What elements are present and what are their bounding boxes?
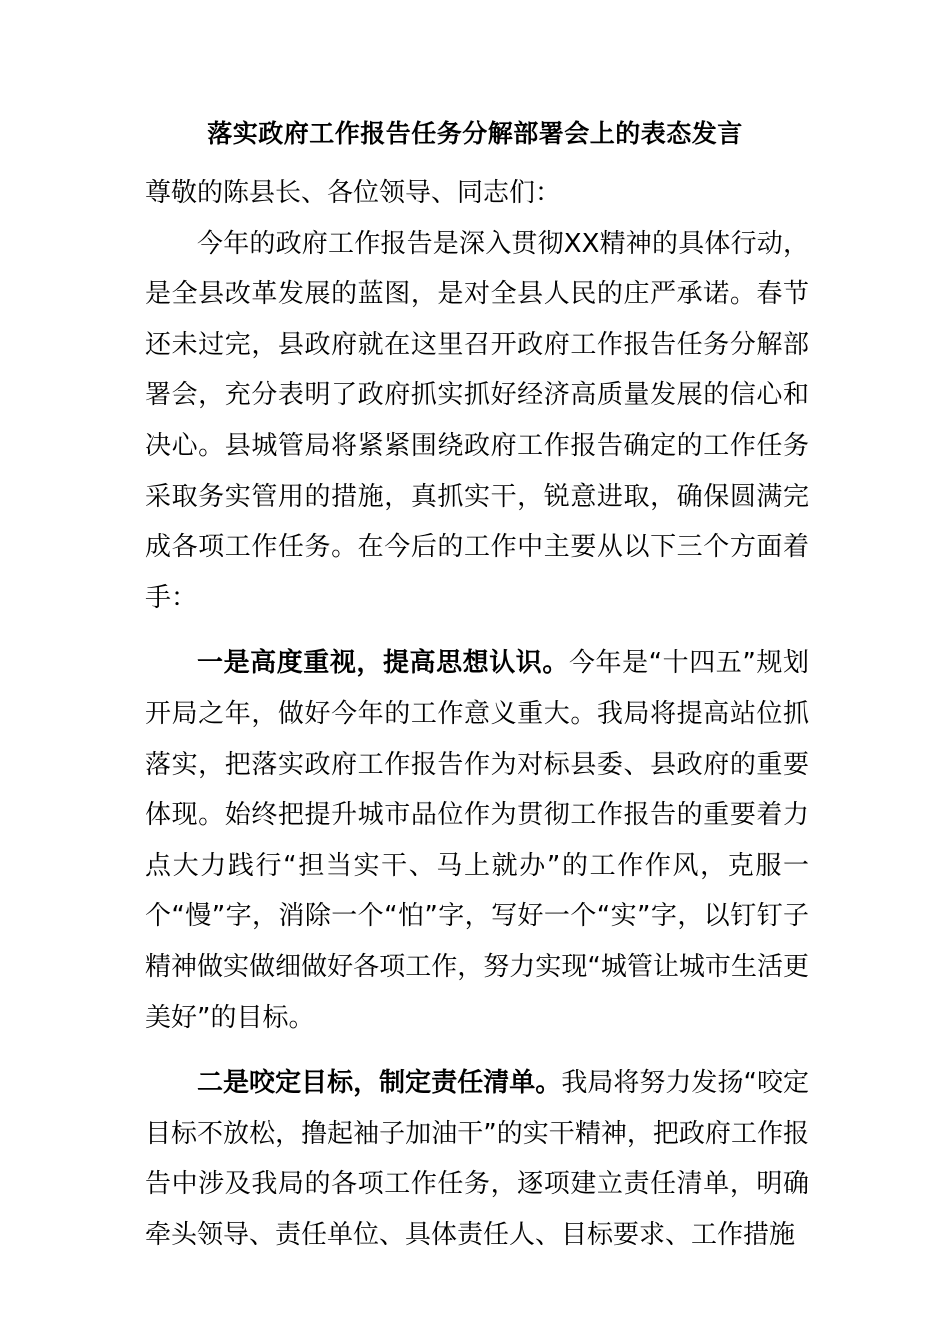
paragraph-intro-text: 今年的政府工作报告是深入贯彻XX精神的具体行动，是全县改革发展的蓝图，是对全县人民的庄严承诺。春节还未过完，县政府就在这里召开政府工作报告任务分解部署会，充分表明了政府抓实抓好经济高质量发展的信心和决心。县城管局将紧紧围绕政府工作报告确定的工作任务采取务实管用的措施，真抓实干，锐意进取，确保圆满完成各项工作任务。在今后的工作中主要从以下三个方面着手： (145, 228, 809, 613)
document-title: 落实政府工作报告任务分解部署会上的表态发言 (207, 119, 743, 148)
paragraph-point-one (145, 638, 809, 1043)
paragraph-point-two-text: 我局将努力发扬“咬定目标不放松，撸起袖子加油干”的实干精神，把政府工作报告中涉及我局的各项工作任务，逐项建立责任清单，明确牵头领导、责任单位、具体责任人、目标要求、工作措施 (145, 1068, 809, 1250)
paragraph-point-one-text: 今年是“十四五”规划开局之年，做好今年的工作意义重大。我局将提高站位抓落实，把落实政府工作报告作为对标县委、县政府的重要体现。始终把提升城市品位作为贯彻工作报告的重要着力点大力践行“担当实干、马上就办”的工作作风，克服一个“慢”字，消除一个“怕”字，写好一个“实”字，以钉钉子精神做实做细做好各项工作，努力实现“城管让城市生活更美好”的目标。 (145, 648, 809, 1033)
paragraph-point-one-heading: 一是高度重视，提高思想认识。 (197, 648, 569, 679)
paragraph-intro (145, 219, 809, 624)
document-body (145, 168, 809, 1260)
paragraph-point-two-heading: 二是咬定目标，制定责任清单。 (197, 1068, 562, 1099)
salutation: 尊敬的陈县长、各位领导、同志们： (145, 178, 562, 208)
paragraph-point-two (145, 1058, 809, 1260)
